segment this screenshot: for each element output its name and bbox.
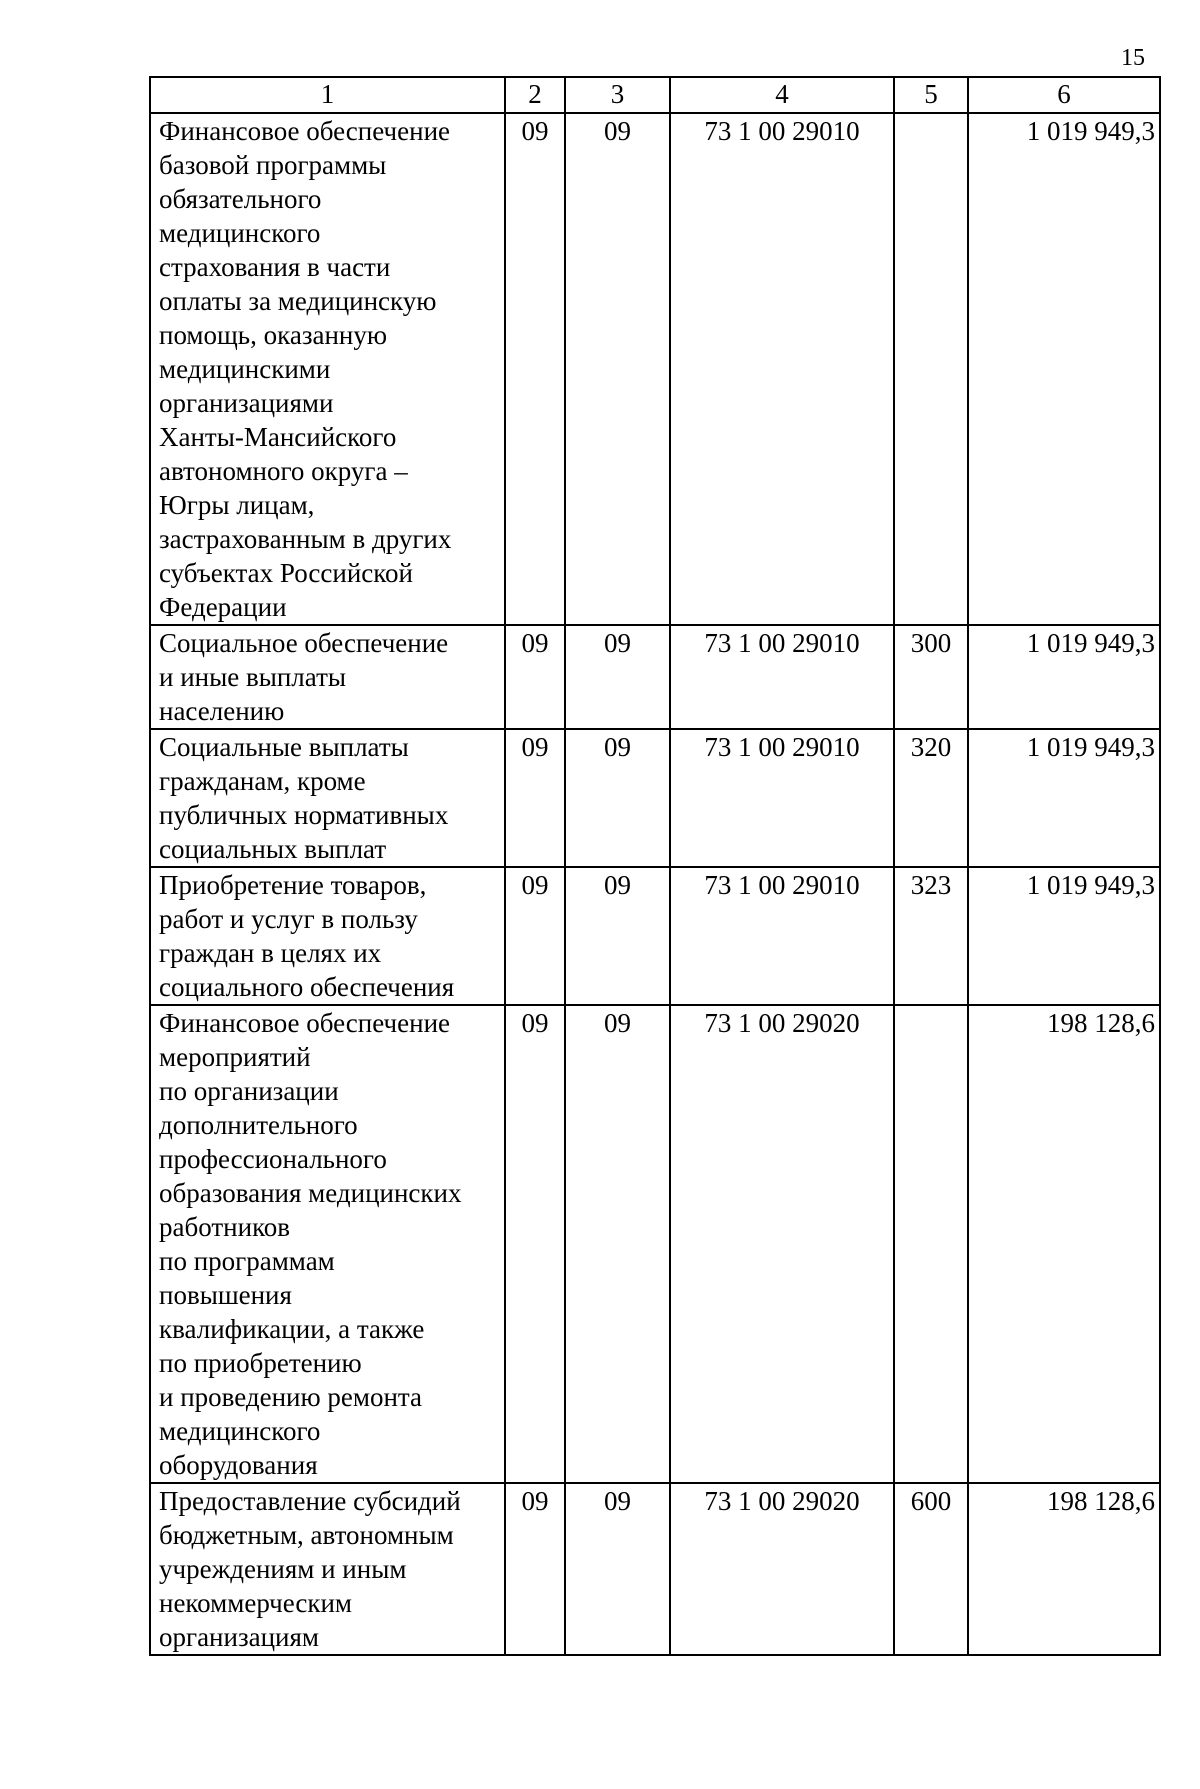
header-col-5: 5 [894, 77, 968, 113]
row-subsection: 09 [565, 867, 670, 1005]
row-expense-type: 300 [894, 625, 968, 729]
row-expense-type [894, 113, 968, 625]
budget-table [149, 76, 1161, 1656]
table-row [150, 1005, 1160, 1483]
row-amount: 198 128,6 [968, 1483, 1160, 1655]
row-target-code: 73 1 00 29020 [670, 1005, 894, 1483]
row-amount: 1 019 949,3 [968, 625, 1160, 729]
header-col-6: 6 [968, 77, 1160, 113]
row-subsection: 09 [565, 1483, 670, 1655]
row-target-code: 73 1 00 29010 [670, 729, 894, 867]
row-amount: 198 128,6 [968, 1005, 1160, 1483]
row-amount: 1 019 949,3 [968, 729, 1160, 867]
row-section: 09 [505, 113, 565, 625]
row-target-code: 73 1 00 29010 [670, 867, 894, 1005]
row-target-code: 73 1 00 29010 [670, 625, 894, 729]
table-row [150, 867, 1160, 1005]
row-target-code: 73 1 00 29020 [670, 1483, 894, 1655]
row-expense-type: 600 [894, 1483, 968, 1655]
row-subsection: 09 [565, 625, 670, 729]
page-number: 15 [1121, 45, 1145, 71]
row-name: Социальное обеспечение и иные выплаты населению [150, 625, 505, 729]
header-col-1: 1 [150, 77, 505, 113]
table-row [150, 113, 1160, 625]
row-name: Финансовое обеспечение мероприятий по организации дополнительного профессионального образования медицинских работников по программам повышения квалификации, а также по приобретению и проведению ремонта медицинского оборудования [150, 1005, 505, 1483]
table-row [150, 625, 1160, 729]
row-amount: 1 019 949,3 [968, 867, 1160, 1005]
row-name: Приобретение товаров, работ и услуг в пользу граждан в целях их социального обеспечения [150, 867, 505, 1005]
row-subsection: 09 [565, 113, 670, 625]
row-amount: 1 019 949,3 [968, 113, 1160, 625]
header-col-3: 3 [565, 77, 670, 113]
row-subsection: 09 [565, 729, 670, 867]
row-expense-type: 320 [894, 729, 968, 867]
row-expense-type [894, 1005, 968, 1483]
row-section: 09 [505, 1483, 565, 1655]
header-row [150, 77, 1160, 113]
row-expense-type: 323 [894, 867, 968, 1005]
row-section: 09 [505, 1005, 565, 1483]
row-section: 09 [505, 729, 565, 867]
header-col-4: 4 [670, 77, 894, 113]
row-name: Финансовое обеспечение базовой программы обязательного медицинского страхования в части оплаты за медицинскую помощь, оказанную медицинскими организациями Ханты-Мансийского автономного округа – Югры лицам, застрахованным в других субъектах Российской Федерации [150, 113, 505, 625]
header-col-2: 2 [505, 77, 565, 113]
row-name: Предоставление субсидий бюджетным, автономным учреждениям и иным некоммерческим организациям [150, 1483, 505, 1655]
row-target-code: 73 1 00 29010 [670, 113, 894, 625]
row-section: 09 [505, 625, 565, 729]
table-row [150, 1483, 1160, 1655]
row-name: Социальные выплаты гражданам, кроме публичных нормативных социальных выплат [150, 729, 505, 867]
table-row [150, 729, 1160, 867]
row-section: 09 [505, 867, 565, 1005]
row-subsection: 09 [565, 1005, 670, 1483]
